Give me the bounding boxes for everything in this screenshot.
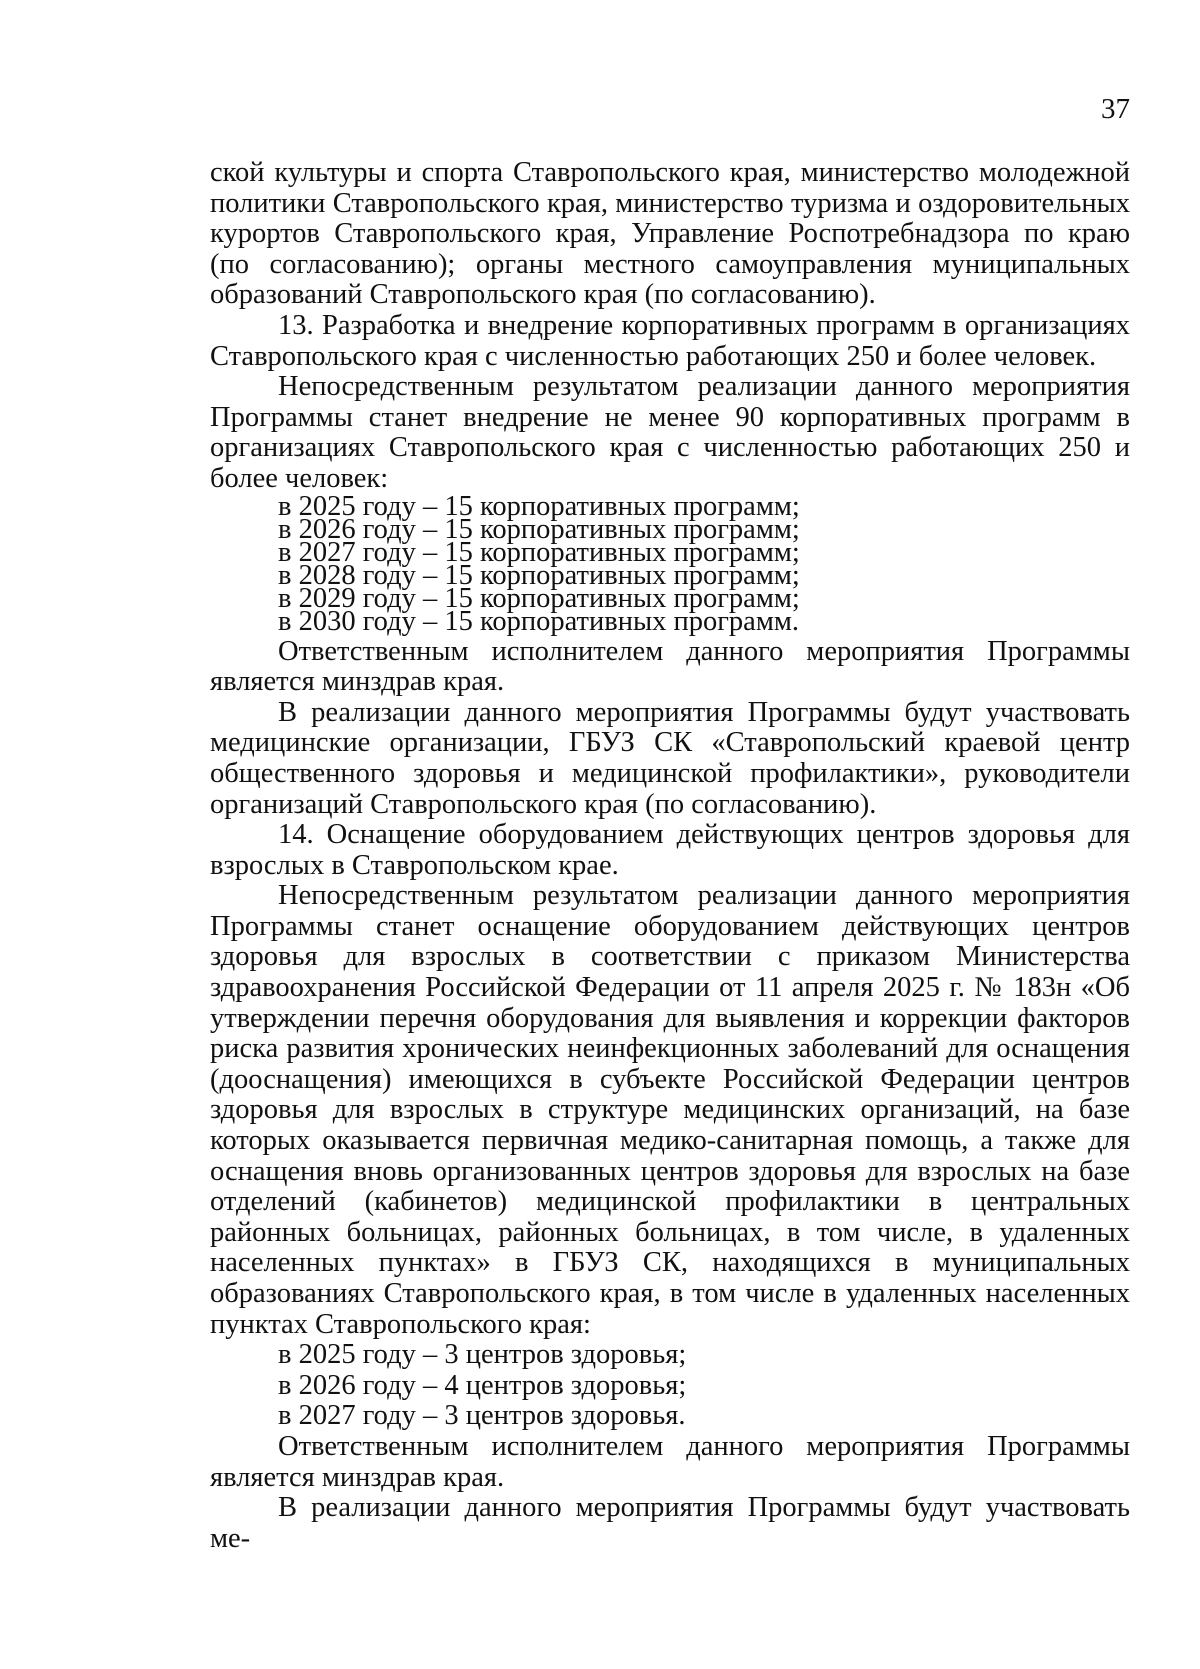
paragraph-item-13-responsible: Ответственным исполнителем данного мероприятия Программы является минздрав края. (210, 635, 1130, 698)
paragraph-item-13-heading: 13. Разработка и внедрение корпоративных программ в организациях Ставропольского края с численностью работающих 250 и более человек. (210, 309, 1130, 372)
paragraph-item-14-responsible: Ответственным исполнителем данного мероприятия Программы является минздрав края. (210, 1430, 1130, 1493)
list-item: в 2026 году – 15 корпоративных программ; (278, 513, 800, 545)
corporate-programs-list (210, 490, 1130, 637)
health-centers-list (210, 1340, 1130, 1432)
paragraph-item-13-result: Непосредственным результатом реализации данного мероприятия Программы станет внедрение не менее 90 корпоративных программ в организациях Ставропольского края с численностью работающих 250 и более человек: (210, 371, 1130, 494)
page-number: 37 (1101, 93, 1130, 125)
paragraph-item-14-result: Непосредственным результатом реализации данного мероприятия Программы станет оснащение оборудованием действующих центров здоровья для взрослых в соответствии с приказом Министерства здравоохранения Российской Федерации от 11 апреля 2025 г. № 183н «Об утверждении перечня оборудования для выявления и коррекции факторов риска развития хронических неинфекционных заболеваний для оснащения (дооснащения) имеющихся в субъекте Российской Федерации центров здоровья для взрослых в структуре медицинских организаций, на базе которых оказывается первичная медико-санитарная помощь, а также для оснащения вновь организованных центров здоровья для взрослых на базе отделений (кабинетов) медицинской профилактики в центральных районных больницах, районных больницах, в том числе, в удаленных населенных пунктах» в ГБУЗ СК, находящихся в муниципальных образованиях Ставропольского края, в том числе в удаленных населенных пунктах Ставропольского края: (210, 880, 1130, 1340)
list-item: в 2027 году – 3 центров здоровья. (278, 1400, 686, 1432)
list-item: в 2025 году – 15 корпоративных программ; (278, 490, 800, 522)
list-item: в 2030 году – 15 корпоративных программ. (278, 605, 800, 637)
paragraph-continuation: ской культуры и спорта Ставропольского края, министерство молодежной политики Ставропольского края, министерство туризма и оздоровительных курортов Ставропольского края, Управление Роспотребнадзора по краю (по согласованию); органы местного самоуправления муниципальных образований Ставропольского края (по согласованию). (210, 157, 1130, 311)
list-item: в 2026 году – 4 центров здоровья; (278, 1369, 687, 1401)
paragraph-item-14-heading: 14. Оснащение оборудованием действующих центров здоровья для взрослых в Ставропольском крае. (210, 819, 1130, 881)
paragraph-item-14-participants: В реализации данного мероприятия Программы будут участвовать ме- (210, 1492, 1130, 1554)
list-item: в 2027 году – 15 корпоративных программ; (278, 536, 800, 568)
paragraph-item-13-participants: В реализации данного мероприятия Программы будут участвовать медицинские организации, ГБУЗ СК «Ставропольский краевой центр общественного здоровья и медицинской профилактики», руководители организаций Ставропольского края (по согласованию). (210, 696, 1130, 820)
list-item: в 2025 году – 3 центров здоровья; (278, 1339, 687, 1371)
document-body (210, 158, 1130, 1554)
list-item: в 2029 году – 15 корпоративных программ; (278, 582, 800, 614)
list-item: в 2028 году – 15 корпоративных программ; (278, 559, 800, 591)
